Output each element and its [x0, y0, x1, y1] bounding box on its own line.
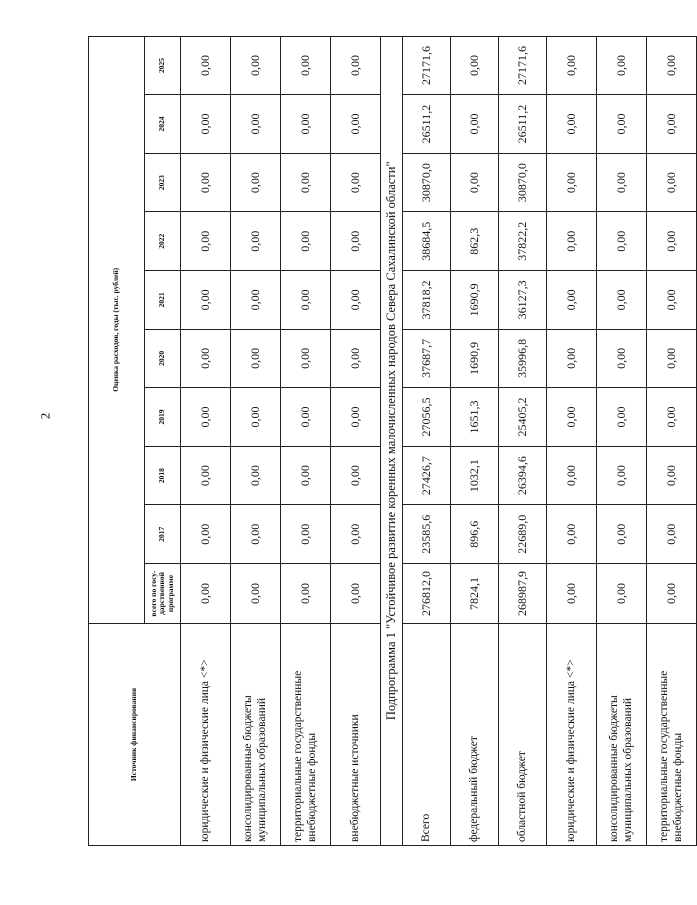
value-cell: 27056,5	[403, 388, 451, 447]
value-cell: 0,00	[281, 95, 331, 154]
page-number: 2	[37, 412, 53, 420]
value-cell: 0,00	[231, 388, 281, 447]
value-cell: 27171,6	[403, 36, 451, 95]
value-cell: 0,00	[547, 446, 597, 505]
value-cell: 0,00	[597, 212, 647, 271]
row-label: территориальные государственные внебюджетные фонды	[281, 624, 331, 846]
table-rotation-frame	[88, 36, 684, 846]
value-cell: 0,00	[547, 212, 597, 271]
header-year: 2019	[145, 388, 181, 447]
value-cell: 0,00	[281, 212, 331, 271]
value-cell: 0,00	[231, 212, 281, 271]
value-cell: 0,00	[181, 153, 231, 212]
value-cell: 0,00	[331, 153, 381, 212]
value-cell: 38684,5	[403, 212, 451, 271]
value-cell: 35996,8	[499, 329, 547, 388]
value-cell: 0,00	[281, 388, 331, 447]
value-cell: 0,00	[281, 505, 331, 564]
header-total: всего по госу-дарственной программе	[145, 564, 181, 624]
row-label: территориальные государственные внебюджетные фонды	[647, 624, 697, 846]
financing-table	[88, 36, 697, 846]
row-label: внебюджетные источники	[331, 624, 381, 846]
table-row	[331, 36, 381, 845]
header-year: 2018	[145, 446, 181, 505]
value-cell: 0,00	[331, 36, 381, 95]
table-row	[181, 36, 231, 845]
value-cell: 0,00	[331, 505, 381, 564]
value-cell: 0,00	[181, 446, 231, 505]
value-cell: 0,00	[547, 329, 597, 388]
value-cell: 896,6	[451, 505, 499, 564]
value-cell: 862,3	[451, 212, 499, 271]
value-cell: 0,00	[181, 564, 231, 624]
value-cell: 0,00	[647, 388, 697, 447]
table-row	[231, 36, 281, 845]
value-cell: 0,00	[181, 95, 231, 154]
value-cell: 0,00	[231, 36, 281, 95]
header-source: Источник финансирования	[89, 624, 181, 846]
value-cell: 0,00	[547, 388, 597, 447]
value-cell: 0,00	[547, 153, 597, 212]
value-cell: 0,00	[281, 271, 331, 330]
header-year: 2021	[145, 271, 181, 330]
value-cell: 0,00	[231, 271, 281, 330]
value-cell: 0,00	[451, 95, 499, 154]
value-cell: 30870,0	[403, 153, 451, 212]
value-cell: 37687,7	[403, 329, 451, 388]
header-year: 2025	[145, 36, 181, 95]
value-cell: 26394,6	[499, 446, 547, 505]
value-cell: 0,00	[281, 153, 331, 212]
value-cell: 36127,3	[499, 271, 547, 330]
value-cell: 27171,6	[499, 36, 547, 95]
value-cell: 26511,2	[499, 95, 547, 154]
value-cell: 0,00	[331, 95, 381, 154]
value-cell: 0,00	[231, 95, 281, 154]
header-year: 2024	[145, 95, 181, 154]
value-cell: 0,00	[231, 329, 281, 388]
value-cell: 0,00	[647, 446, 697, 505]
row-label: федеральный бюджет	[451, 624, 499, 846]
row-label: консолидированные бюджеты муниципальных образований	[231, 624, 281, 846]
value-cell: 23585,6	[403, 505, 451, 564]
value-cell: 0,00	[597, 446, 647, 505]
value-cell: 1651,3	[451, 388, 499, 447]
table-row	[597, 36, 647, 845]
value-cell: 0,00	[281, 446, 331, 505]
value-cell: 0,00	[647, 329, 697, 388]
value-cell: 0,00	[647, 212, 697, 271]
value-cell: 0,00	[331, 446, 381, 505]
value-cell: 37818,2	[403, 271, 451, 330]
value-cell: 0,00	[181, 36, 231, 95]
value-cell: 276812,0	[403, 564, 451, 624]
header-year: 2022	[145, 212, 181, 271]
value-cell: 0,00	[547, 505, 597, 564]
value-cell: 0,00	[647, 36, 697, 95]
value-cell: 0,00	[597, 388, 647, 447]
row-label: юридические и физические лица <*>	[181, 624, 231, 846]
value-cell: 0,00	[451, 36, 499, 95]
value-cell: 1690,9	[451, 329, 499, 388]
value-cell: 7824,1	[451, 564, 499, 624]
value-cell: 0,00	[231, 153, 281, 212]
value-cell: 0,00	[597, 329, 647, 388]
value-cell: 0,00	[547, 564, 597, 624]
value-cell: 0,00	[597, 505, 647, 564]
value-cell: 0,00	[597, 153, 647, 212]
table-row	[281, 36, 331, 845]
row-label: Всего	[403, 624, 451, 846]
value-cell: 0,00	[181, 505, 231, 564]
row-label: юридические и физические лица <*>	[547, 624, 597, 846]
value-cell: 268987,9	[499, 564, 547, 624]
value-cell: 27426,7	[403, 446, 451, 505]
row-label: консолидированные бюджеты муниципальных образований	[597, 624, 647, 846]
value-cell: 0,00	[547, 36, 597, 95]
value-cell: 0,00	[647, 505, 697, 564]
value-cell: 0,00	[547, 95, 597, 154]
value-cell: 1690,9	[451, 271, 499, 330]
value-cell: 0,00	[597, 95, 647, 154]
table-row	[451, 36, 499, 845]
table-row	[547, 36, 597, 845]
subprogram-title: Подпрограмма 1 "Устойчивое развитие коренных малочисленных народов Севера Сахалинской области"	[381, 36, 403, 845]
value-cell: 0,00	[231, 446, 281, 505]
table-row	[499, 36, 547, 845]
value-cell: 0,00	[181, 271, 231, 330]
value-cell: 37822,2	[499, 212, 547, 271]
value-cell: 0,00	[281, 564, 331, 624]
value-cell: 0,00	[181, 212, 231, 271]
value-cell: 0,00	[597, 271, 647, 330]
value-cell: 0,00	[281, 36, 331, 95]
value-cell: 0,00	[331, 329, 381, 388]
value-cell: 0,00	[331, 212, 381, 271]
value-cell: 0,00	[647, 271, 697, 330]
table-row	[403, 36, 451, 845]
value-cell: 0,00	[647, 95, 697, 154]
value-cell: 22689,0	[499, 505, 547, 564]
table-wrapper	[88, 36, 684, 846]
header-year: 2020	[145, 329, 181, 388]
value-cell: 0,00	[181, 329, 231, 388]
value-cell: 30870,0	[499, 153, 547, 212]
value-cell: 0,00	[331, 388, 381, 447]
header-year: 2017	[145, 505, 181, 564]
value-cell: 0,00	[647, 153, 697, 212]
row-label: областной бюджет	[499, 624, 547, 846]
value-cell: 26511,2	[403, 95, 451, 154]
value-cell: 0,00	[451, 153, 499, 212]
value-cell: 0,00	[231, 564, 281, 624]
value-cell: 25405,2	[499, 388, 547, 447]
value-cell: 0,00	[597, 36, 647, 95]
value-cell: 0,00	[597, 564, 647, 624]
value-cell: 0,00	[547, 271, 597, 330]
value-cell: 0,00	[647, 564, 697, 624]
value-cell: 0,00	[331, 271, 381, 330]
value-cell: 1032,1	[451, 446, 499, 505]
value-cell: 0,00	[331, 564, 381, 624]
header-estimate: Оценка расходов, годы (тыс. рублей)	[89, 36, 145, 623]
table-row	[647, 36, 697, 845]
value-cell: 0,00	[231, 505, 281, 564]
value-cell: 0,00	[281, 329, 331, 388]
value-cell: 0,00	[181, 388, 231, 447]
header-year: 2023	[145, 153, 181, 212]
